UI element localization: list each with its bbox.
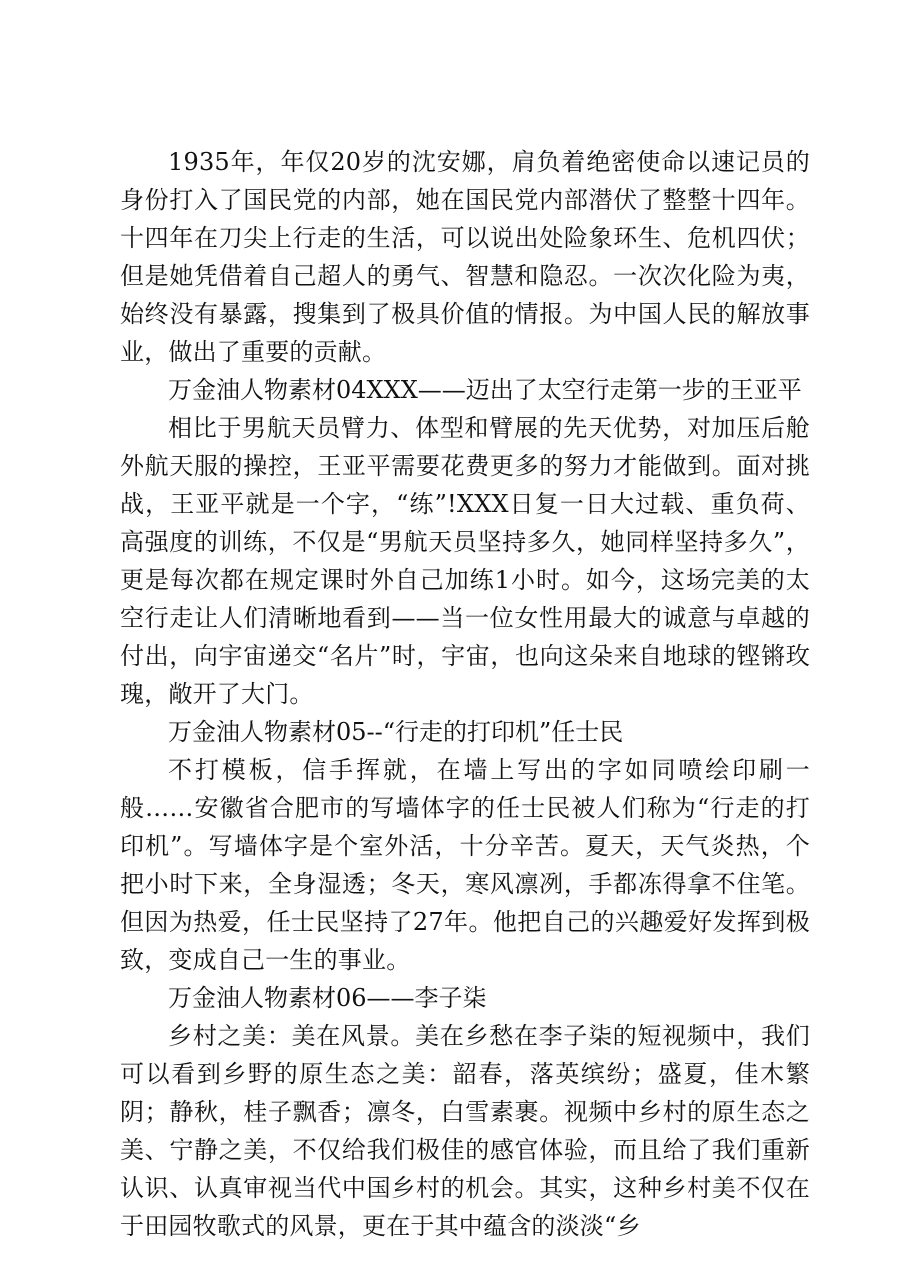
paragraph-shen-anna: 1935年，年仅20岁的沈安娜，肩负着绝密使命以速记员的身份打入了国民党的内部，她在国民党内部潜伏了整整十四年。十四年在刀尖上行走的生活，可以说出处险象环生、危机四伏；但是她凭借着自己超人的勇气、智慧和隐忍。一次次化险为夷，始终没有暴露，搜集到了极具价值的情报。为中国人民的解放事业，做出了重要的贡献。	[120, 148, 810, 366]
heading-ren-shimin: 万金油人物素材05--“行走的打印机”任士民	[168, 718, 624, 746]
heading-wang-yaping: 万金油人物素材04XXX——迈出了太空行走第一步的王亚平	[168, 376, 802, 404]
heading-li-ziqi: 万金油人物素材06——李子柒	[168, 984, 487, 1012]
paragraph-ren-shimin: 不打模板，信手挥就，在墙上写出的字如同喷绘印刷一般……安徽省合肥市的写墙体字的任士民被人们称为“行走的打印机”。写墙体字是个室外活，十分辛苦。夏天，天气炎热，个把小时下来，全身湿透；冬天，寒风凛冽，手都冻得拿不住笔。但因为热爱，任士民坚持了27年。他把自己的兴趣爱好发挥到极致，变成自己一生的事业。	[120, 756, 810, 974]
paragraph-li-ziqi: 乡村之美：美在风景。美在乡愁在李子柒的短视频中，我们可以看到乡野的原生态之美：韶春，落英缤纷；盛夏，佳木繁阴；静秋，桂子飘香；凛冬，白雪素裹。视频中乡村的原生态之美、宁静之美，不仅给我们极佳的感官体验，而且给了我们重新认识、认真审视当代中国乡村的机会。其实，这种乡村美不仅在于田园牧歌式的风景，更在于其中蕴含的淡淡“乡	[120, 1022, 810, 1240]
paragraph-wang-yaping: 相比于男航天员臂力、体型和臂展的先天优势，对加压后舱外航天服的操控，王亚平需要花费更多的努力才能做到。面对挑战，王亚平就是一个字，“练”!XXX日复一日大过载、重负荷、高强度的训练，不仅是“男航天员坚持多久，她同样坚持多久”，更是每次都在规定课时外自己加练1小时。如今，这场完美的太空行走让人们清晰地看到——当一位女性用最大的诚意与卓越的付出，向宇宙递交“名片”时，宇宙，也向这朵来自地球的铿锵玫瑰，敞开了大门。	[120, 414, 810, 708]
document-body	[120, 143, 810, 1245]
